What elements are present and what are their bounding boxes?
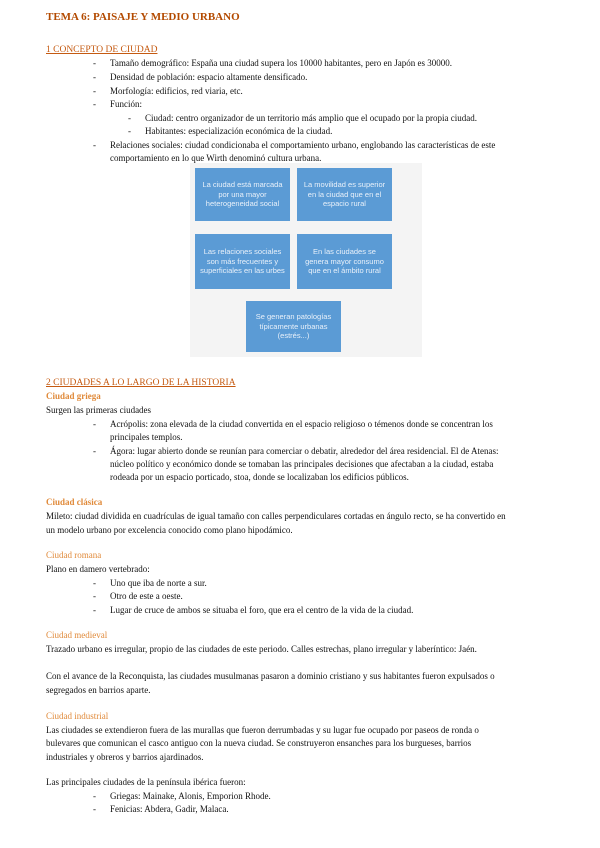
section-2-heading: 2 CIUDADES A LO LARGO DE LA HISTORIA — [46, 378, 236, 388]
griega-agora-line1: Ágora: lugar abierto donde se reunían para comerciar o debatir, alrededor del área residencial. El de Atenas: — [110, 446, 499, 456]
list-item-funcion: Función: — [110, 99, 143, 109]
clasica-line2: un modelo urbano por excelencia conocido como plano hipodámico. — [46, 525, 293, 535]
diagram-box-consumo: En las ciudades se genera mayor consumo que en el ámbito rural — [297, 234, 392, 289]
diagram-box-movilidad: La movilidad es superior en la ciudad que en el espacio rural — [297, 168, 392, 221]
romana-intro: Plano en damero vertebrado: — [46, 564, 150, 574]
subheading-clasica: Ciudad clásica — [46, 497, 103, 507]
bullet-dash: - — [93, 72, 96, 82]
griega-intro: Surgen las primeras ciudades — [46, 405, 152, 415]
romana-item: Otro de este a oeste. — [110, 591, 183, 601]
bullet-dash: - — [93, 605, 96, 615]
page-title: TEMA 6: PAISAJE Y MEDIO URBANO — [46, 11, 240, 23]
section-1-heading: 1 CONCEPTO DE CIUDAD — [46, 45, 158, 55]
bullet-dash: - — [93, 446, 96, 456]
subheading-medieval: Ciudad medieval — [46, 630, 108, 640]
diagram-box-relaciones: Las relaciones sociales son más frecuentes y superficiales en las urbes — [195, 234, 290, 289]
subheading-romana: Ciudad romana — [46, 550, 102, 560]
diagram-box-heterogeneidad: La ciudad está marcada por una mayor heterogeneidad social — [195, 168, 290, 221]
list-item-morfologia: Morfología: edificios, red viaria, etc. — [110, 86, 243, 96]
bullet-dash: - — [93, 591, 96, 601]
industrial-line3: industriales y obreros y barrios ajardinados. — [46, 752, 204, 762]
list-item-relaciones-line2: comportamiento en lo que Wirth denominó cultura urbana. — [110, 153, 322, 163]
subheading-industrial: Ciudad industrial — [46, 711, 109, 721]
romana-item: Uno que iba de norte a sur. — [110, 578, 207, 588]
medieval-para2-line2: segregados en barrios aparte. — [46, 685, 151, 695]
industrial-line2: bulevares que comunican el casco antiguo con la nueva ciudad. Se construyeron ensanches para los burgueses, barrios — [46, 738, 472, 748]
diagram-box-patologias: Se generan patologías típicamente urbanas (estrés...) — [246, 301, 341, 352]
bullet-dash: - — [93, 86, 96, 96]
griega-agora-line3: rodeada por un espacio porticado, stoa, donde se localizaban los edificios públicos. — [110, 472, 409, 482]
clasica-line1: Mileto: ciudad dividida en cuadrículas de igual tamaño con calles perpendiculares cortadas en ángulo recto, se ha convertido en — [46, 511, 506, 521]
medieval-para2-line1: Con el avance de la Reconquista, las ciudades musulmanas pasaron a dominio cristiano y sus habitantes fueron expulsados o — [46, 671, 495, 681]
list-item-densidad: Densidad de población: espacio altamente densificado. — [110, 72, 308, 82]
peninsula-intro: Las principales ciudades de la península ibérica fueron: — [46, 777, 246, 787]
peninsula-item-fenicias: Fenicias: Abdera, Gadir, Malaca. — [110, 804, 229, 814]
griega-acropolis-line1: Acrópolis: zona elevada de la ciudad convertida en el espacio religioso o témenos donde se concentran los — [110, 419, 493, 429]
subheading-griega: Ciudad griega — [46, 391, 101, 401]
bullet-dash: - — [93, 58, 96, 68]
bullet-dash: - — [93, 99, 96, 109]
bullet-dash: - — [93, 578, 96, 588]
sub-item-ciudad: Ciudad: centro organizador de un territorio más amplio que el ocupado por la propia ciudad. — [145, 113, 477, 123]
bullet-dash: - — [93, 804, 96, 814]
griega-acropolis-line2: principales templos. — [110, 432, 183, 442]
romana-item: Lugar de cruce de ambos se situaba el foro, que era el centro de la vida de la ciudad. — [110, 605, 414, 615]
bullet-dash: - — [93, 140, 96, 150]
peninsula-item-griegas: Griegas: Mainake, Alonis, Emporion Rhode. — [110, 791, 271, 801]
list-item-relaciones-line1: Relaciones sociales: ciudad condicionaba el comportamiento urbano, englobando las características de este — [110, 140, 496, 150]
medieval-line1: Trazado urbano es irregular, propio de las ciudades de este periodo. Calles estrechas, plano irregular y laberíntico: Jaén. — [46, 644, 477, 654]
bullet-dash: - — [128, 126, 131, 136]
bullet-dash: - — [93, 419, 96, 429]
bullet-dash: - — [128, 113, 131, 123]
sub-item-habitantes: Habitantes: especialización económica de la ciudad. — [145, 126, 333, 136]
griega-agora-line2: núcleo político y económico donde se tomaban las principales decisiones que afectaban a la ciudad, estaba — [110, 459, 494, 469]
bullet-dash: - — [93, 791, 96, 801]
list-item-tamano: Tamaño demográfico: España una ciudad supera los 10000 habitantes, pero en Japón es 30000. — [110, 58, 453, 68]
industrial-line1: Las ciudades se extendieron fuera de las murallas que fueron derrumbadas y su lugar fue ocupado por paseos de ronda o — [46, 725, 479, 735]
